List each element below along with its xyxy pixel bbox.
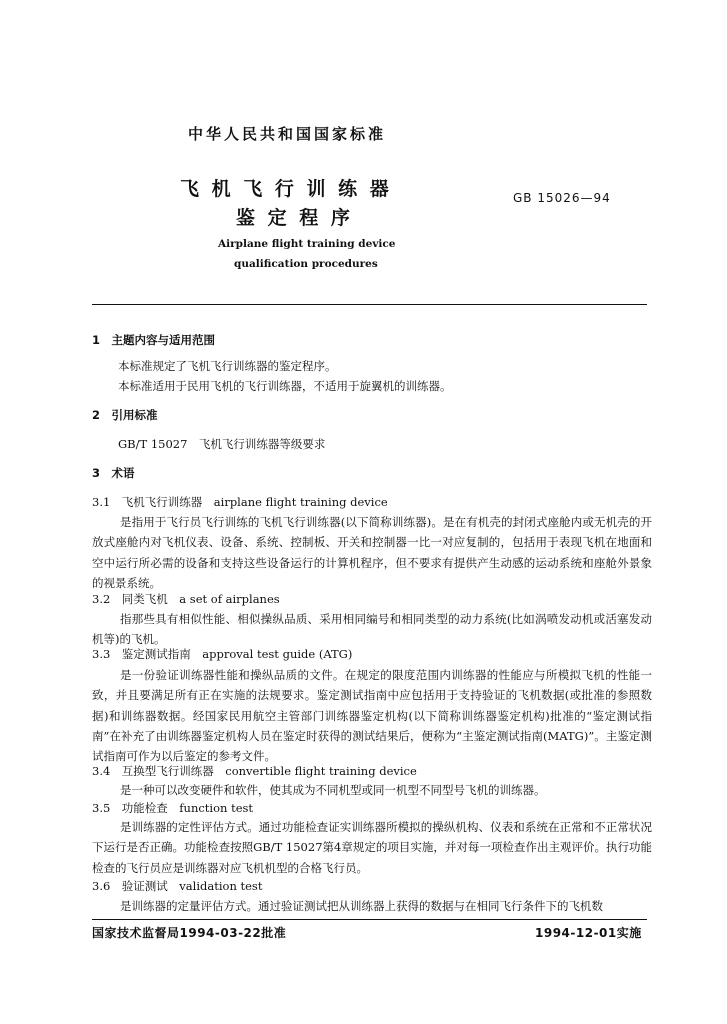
document-title-line2: 鉴 定 程 序 xyxy=(236,207,353,229)
english-title-line2: qualification procedures xyxy=(234,258,378,270)
english-title-line1: Airplane flight training device xyxy=(218,238,396,250)
term-3-1-definition: 是指用于飞行员飞行训练的飞机飞行训练器(以下简称训练器)。是在有机壳的封闭式座舱内或无机壳的开放式座舱内对飞机仪表、设备、系统、控制板、开关和控制器一比一对应复制的，包括用于表现飞机在地面和空中运行所必需的设备和支持这些设备运行的计算机程序，但不要求有提供产生动感的运动系统和座舱外景象的视景系统。 xyxy=(92,515,652,590)
term-3-5-definition: 是训练器的定性评估方式。通过功能检查证实训练器所模拟的操纵机构、仪表和系统在正常和不正常状况下运行是否正确。功能检查按照GB/T 15027第4章规定的项目实施，并对每一项检查作出主观评价。执行功能检查的飞行员应是训练器对应飞机机型的合格飞行员。 xyxy=(92,820,652,875)
term-3-2-label: 3.2 同类飞机 a set of airplanes xyxy=(92,592,280,606)
term-3-2-definition: 指那些具有相似性能、相似操纵品质、采用相同编号和相同类型的动力系统(比如涡喷发动机或活塞发动机等)的飞机。 xyxy=(92,612,652,647)
term-3-3-label: 3.3 鉴定测试指南 approval test guide (ATG) xyxy=(92,647,353,661)
implementation-date: 1994-12-01实施 xyxy=(535,926,642,940)
term-3-6-definition: 是训练器的定量评估方式。通过验证测试把从训练器上获得的数据与在相同飞行条件下的飞机数 xyxy=(120,899,603,913)
term-3-4-definition: 是一种可以改变硬件和软件，使其成为不同机型或同一机型不同型号飞机的训练器。 xyxy=(120,783,546,797)
term-3-5-label: 3.5 功能检查 function test xyxy=(92,801,254,815)
section-1-paragraph-1: 本标准规定了飞机飞行训练器的鉴定程序。 xyxy=(118,359,337,373)
standard-number: GB 15026—94 xyxy=(513,191,611,205)
approval-date: 国家技术监督局1994-03-22批准 xyxy=(92,926,287,940)
term-3-4-label: 3.4 互换型飞行训练器 convertible flight training device xyxy=(92,764,417,778)
section-1-paragraph-2: 本标准适用于民用飞机的飞行训练器，不适用于旋翼机的训练器。 xyxy=(118,379,452,393)
section-1-heading: 1 主题内容与适用范围 xyxy=(92,333,216,347)
section-2-heading: 2 引用标准 xyxy=(92,408,158,422)
term-3-1-label: 3.1 飞机飞行训练器 airplane flight training device xyxy=(92,495,388,509)
document-title-line1: 飞 机 飞 行 训 练 器 xyxy=(180,178,392,200)
normative-reference: GB/T 15027 飞机飞行训练器等级要求 xyxy=(118,437,326,451)
footer-divider xyxy=(92,919,647,920)
term-3-6-label: 3.6 验证测试 validation test xyxy=(92,879,263,893)
header-divider xyxy=(92,304,647,305)
section-3-heading: 3 术语 xyxy=(92,466,135,480)
national-standard-heading: 中华人民共和国国家标准 xyxy=(188,125,387,143)
term-3-3-definition: 是一份验证训练器性能和操纵品质的文件。在规定的限度范围内训练器的性能应与所模拟飞机的性能一致，并且要满足所有正在实施的法规要求。鉴定测试指南中应包括用于支持验证的飞机数据(或批准的参照数据)和训练器数据。经国家民用航空主管部门训练器鉴定机构(以下简称训练器鉴定机构)批准的“鉴定测试指南”在补充了由训练器鉴定机构人员在鉴定时获得的测试结果后，便称为“主鉴定测试指南(MATG)”。主鉴定测试指南可作为以后鉴定的参考文件。 xyxy=(92,668,652,764)
